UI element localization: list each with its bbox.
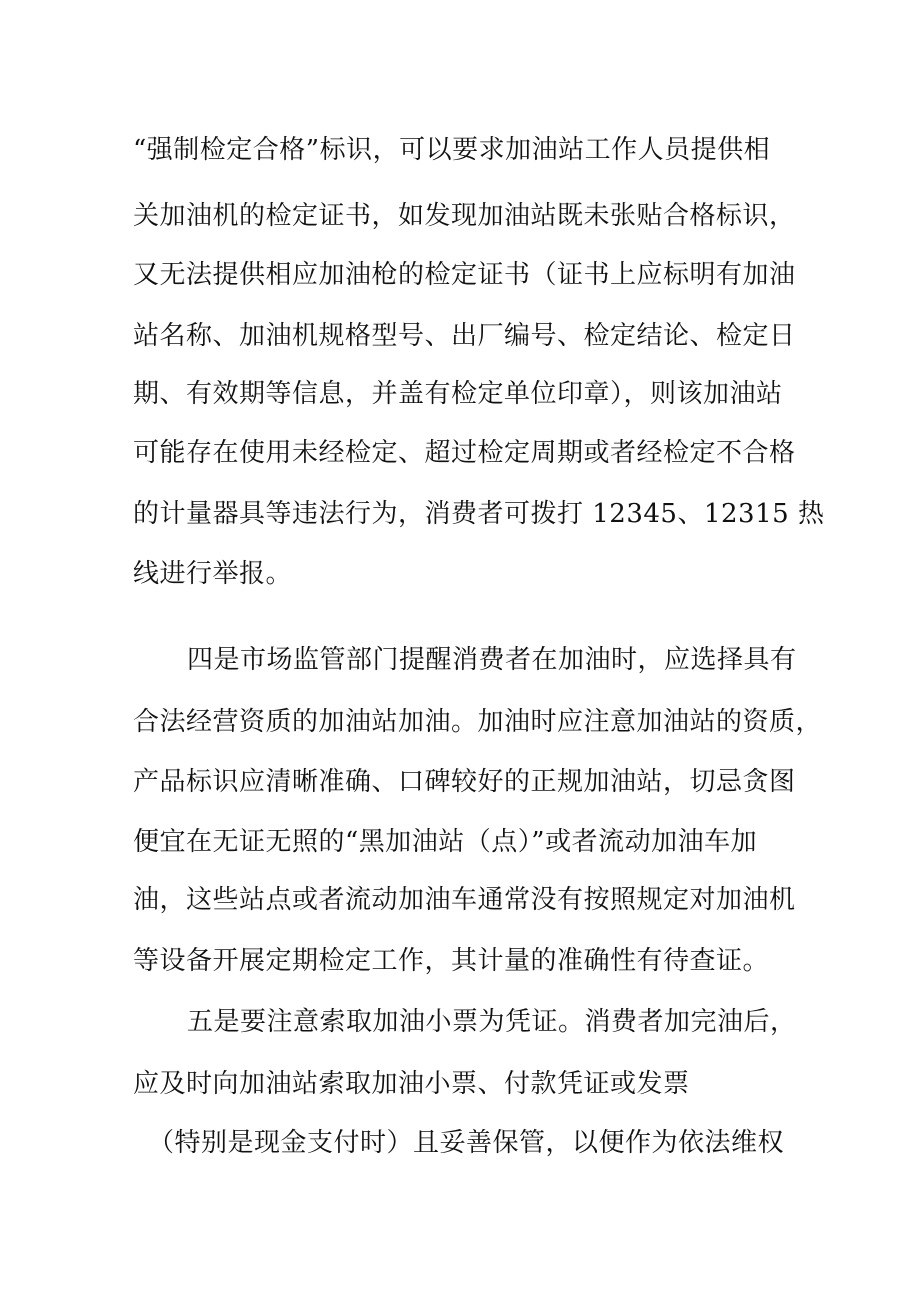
paragraph-2-line-2: 合法经营资质的加油站加油。加油时应注意加油站的资质， bbox=[133, 707, 823, 737]
paragraph-1-line-7: 的计量器具等违法行为，消费者可拨打 12345、12315 热 bbox=[133, 499, 825, 529]
paragraph-1-line-6: 可能存在使用未经检定、超过检定周期或者经检定不合格 bbox=[133, 438, 796, 468]
paragraph-2-line-5: 油，这些站点或者流动加油车通常没有按照规定对加油机 bbox=[133, 885, 796, 915]
paragraph-3-line-3: （特别是现金支付时）且妥善保管，以便作为依法维权 bbox=[148, 1128, 785, 1158]
paragraph-1-line-1: “强制检定合格”标识，可以要求加油站工作人员提供相 bbox=[133, 135, 771, 165]
paragraph-1-line-8: 线进行举报。 bbox=[133, 559, 293, 589]
paragraph-2-line-1: 四是市场监管部门提醒消费者在加油时，应选择具有 bbox=[187, 645, 797, 675]
paragraph-1-line-4: 站名称、加油机规格型号、出厂编号、检定结论、检定日 bbox=[133, 321, 796, 351]
paragraph-1-line-3: 又无法提供相应加油枪的检定证书（证书上应标明有加油 bbox=[133, 260, 796, 290]
paragraph-3-line-1: 五是要注意索取加油小票为凭证。消费者加完油后， bbox=[187, 1007, 797, 1037]
paragraph-2-line-4: 便宜在无证无照的“黑加油站（点）”或者流动加油车加 bbox=[133, 827, 758, 857]
paragraph-3-line-2: 应及时向加油站索取加油小票、付款凭证或发票 bbox=[133, 1069, 690, 1099]
paragraph-1-line-5: 期、有效期等信息，并盖有检定单位印章），则该加油站 bbox=[133, 379, 783, 409]
paragraph-1-line-2: 关加油机的检定证书，如发现加油站既未张贴合格标识， bbox=[133, 201, 796, 231]
paragraph-2-line-6: 等设备开展定期检定工作，其计量的准确性有待查证。 bbox=[133, 946, 770, 976]
paragraph-2-line-3: 产品标识应清晰准确、口碑较好的正规加油站，切忌贪图 bbox=[133, 767, 796, 797]
